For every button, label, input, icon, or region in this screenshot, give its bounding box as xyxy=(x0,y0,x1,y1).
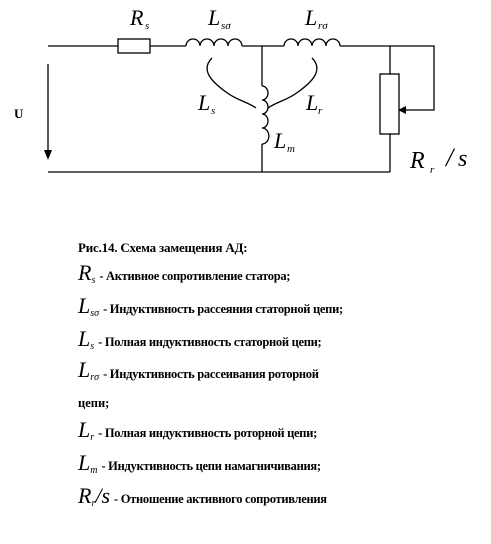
rr-label-sub: r xyxy=(430,164,435,176)
legend-text: - Индуктивность рассеивания роторной xyxy=(103,366,319,381)
rr-resistor xyxy=(380,74,399,134)
voltage-label: U xyxy=(14,106,24,121)
rs-label-sub: s xyxy=(145,20,150,32)
legend-text: - Полная индуктивность статорной цепи; xyxy=(98,335,322,349)
lss-label: L xyxy=(208,5,221,30)
lrs-label: L xyxy=(305,5,318,30)
lr-label: L xyxy=(306,90,319,115)
legend-symbol: $L_{s\sigma}$ xyxy=(78,292,100,319)
figure-caption: Рис.14. Схема замещения АД: xyxy=(78,240,248,255)
legend-item-lrs-continuation: цепи; xyxy=(78,396,110,410)
lss-label-sub: sσ xyxy=(221,20,231,32)
lm-inductor xyxy=(262,86,269,144)
lrs-label-sub: rσ xyxy=(318,20,328,32)
legend-text: - Активное сопротивление статора; xyxy=(99,269,291,283)
rs-label: R xyxy=(130,5,144,30)
rr-label-s: s xyxy=(458,146,468,172)
voltage-arrowhead xyxy=(44,150,52,160)
legend-symbol: $R_s$ xyxy=(78,259,96,286)
rr-label-slash: / xyxy=(446,143,454,172)
legend-symbol: $L_s$ xyxy=(78,325,95,352)
legend-symbol: $L_{r\sigma}$ xyxy=(78,357,100,383)
legend xyxy=(78,236,483,516)
legend-text: - Отношение активного сопротивления xyxy=(114,492,327,506)
rr-label: R xyxy=(410,148,425,174)
legend-symbol: $L_r$ xyxy=(78,416,95,443)
legend-text: - Индуктивность цепи намагничивания; xyxy=(101,459,321,473)
legend-item-ls xyxy=(78,326,483,359)
lm-label-sub: m xyxy=(287,143,295,155)
legend-item-lrs xyxy=(78,359,483,389)
equivalent-circuit xyxy=(0,0,491,230)
lm-label: L xyxy=(274,128,287,153)
lr-label-sub: r xyxy=(318,105,323,117)
legend-symbol: $R_r/s$ xyxy=(78,482,111,509)
ls-label: L xyxy=(198,90,211,115)
lrs-inductor xyxy=(284,39,340,46)
lss-inductor xyxy=(186,39,242,46)
legend-item-lss xyxy=(78,293,483,326)
ls-loop xyxy=(207,58,256,108)
legend-item-lr xyxy=(78,417,483,450)
legend-text: - Индуктивность рассеяния статорной цепи; xyxy=(103,302,343,316)
ls-label-sub: s xyxy=(211,105,216,117)
legend-text: - Полная индуктивность роторной цепи; xyxy=(98,426,317,440)
legend-item-rs xyxy=(78,260,483,293)
legend-item-rr-s xyxy=(78,483,483,516)
legend-item-lm xyxy=(78,450,483,483)
legend-symbol: $L_m$ xyxy=(78,449,98,476)
rs-resistor xyxy=(118,39,150,53)
